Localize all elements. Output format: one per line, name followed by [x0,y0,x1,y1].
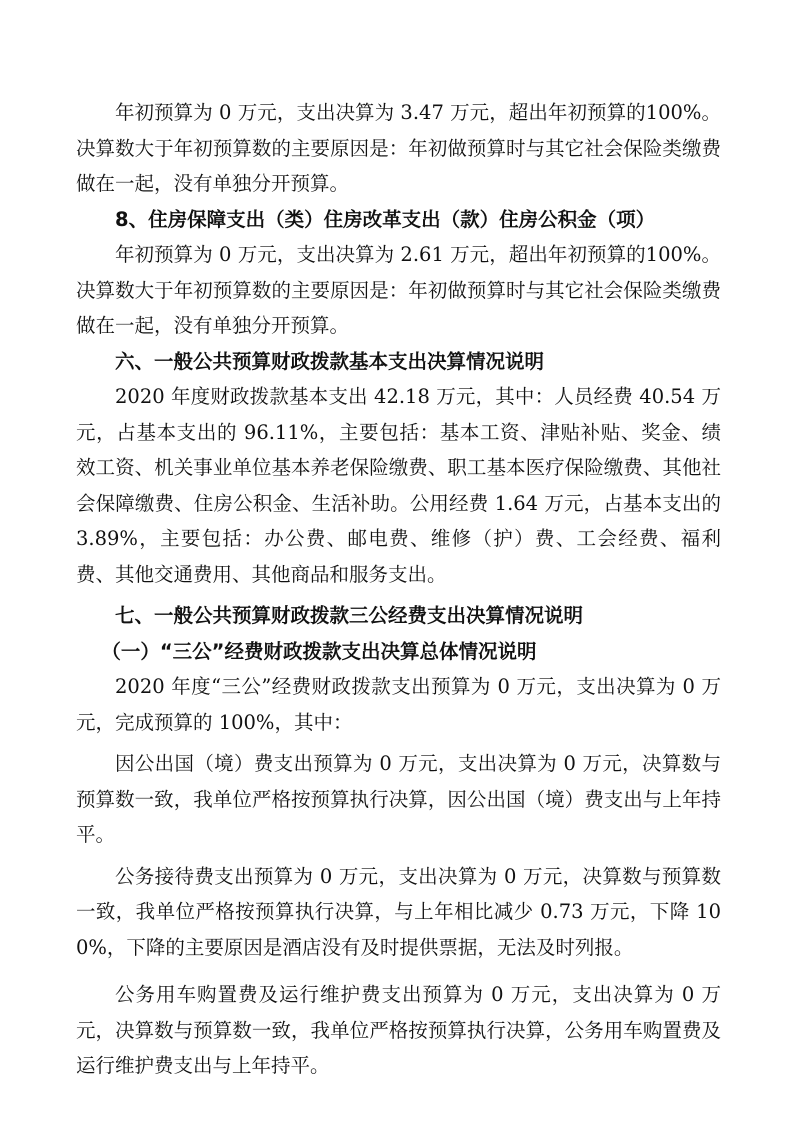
paragraph-overseas-travel: 因公出国（境）费支出预算为 0 万元，支出决算为 0 万元，决算数与预算数一致，我单位严格按预算执行决算，因公出国（境）费支出与上年持平。 [76,752,721,846]
paragraph-housing-fund-budget: 年初预算为 0 万元，支出决算为 2.61 万元，超出年初预算的100%。决算数大于年初预算数的主要原因是：年初做预算时与其它社会保险类缴费做在一起，没有单独分开预算。 [76,243,721,337]
heading-housing-fund: 8、住房保障支出（类）住房改革支出（款）住房公积金（项） [115,207,656,231]
paragraph-three-public-total: 2020 年度“三公”经费财政拨款支出预算为 0 万元，支出决算为 0 万元，完成预算的 100%，其中： [76,675,721,734]
document-page [76,95,721,1084]
paragraph-official-reception: 公务接待费支出预算为 0 万元，支出决算为 0 万元，决算数与预算数一致，我单位严格按预算执行决算，与上年相比减少 0.73 万元，下降 100%，下降的主要原因是酒店没有及时提供票据，无法及时列报。 [76,864,721,959]
paragraph-official-vehicles: 公务用车购置费及运行维护费支出预算为 0 万元，支出决算为 0 万元，决算数与预算数一致，我单位严格按预算执行决算，公务用车购置费及运行维护费支出与上年持平。 [76,983,721,1077]
paragraph-basic-expenditure: 2020 年度财政拨款基本支出 42.18 万元，其中：人员经费 40.54 万元，占基本支出的 96.11%，主要包括：基本工资、津贴补贴、奖金、绩效工资、机关事业单位基本养老保险缴费、职工基本医疗保险缴费、其他社会保障缴费、住房公积金、生活补助。公用经费 1.64 万元，占基本支出的 3.89%，主要包括：办公费、邮电费、维修（护）费、工会经费、福利费、其他交通费用、其他商品和服务支出。 [76,385,721,586]
heading-section-seven: 七、一般公共预算财政拨款三公经费支出决算情况说明 [115,604,584,627]
paragraph-social-insurance-budget: 年初预算为 0 万元，支出决算为 3.47 万元，超出年初预算的100%。决算数大于年初预算数的主要原因是：年初做预算时与其它社会保险类缴费做在一起，没有单独分开预算。 [76,101,721,195]
heading-section-six: 六、一般公共预算财政拨款基本支出决算情况说明 [115,349,545,373]
subheading-three-public-overview: （一）“三公”经费财政拨款支出决算总体情况说明 [101,639,537,663]
